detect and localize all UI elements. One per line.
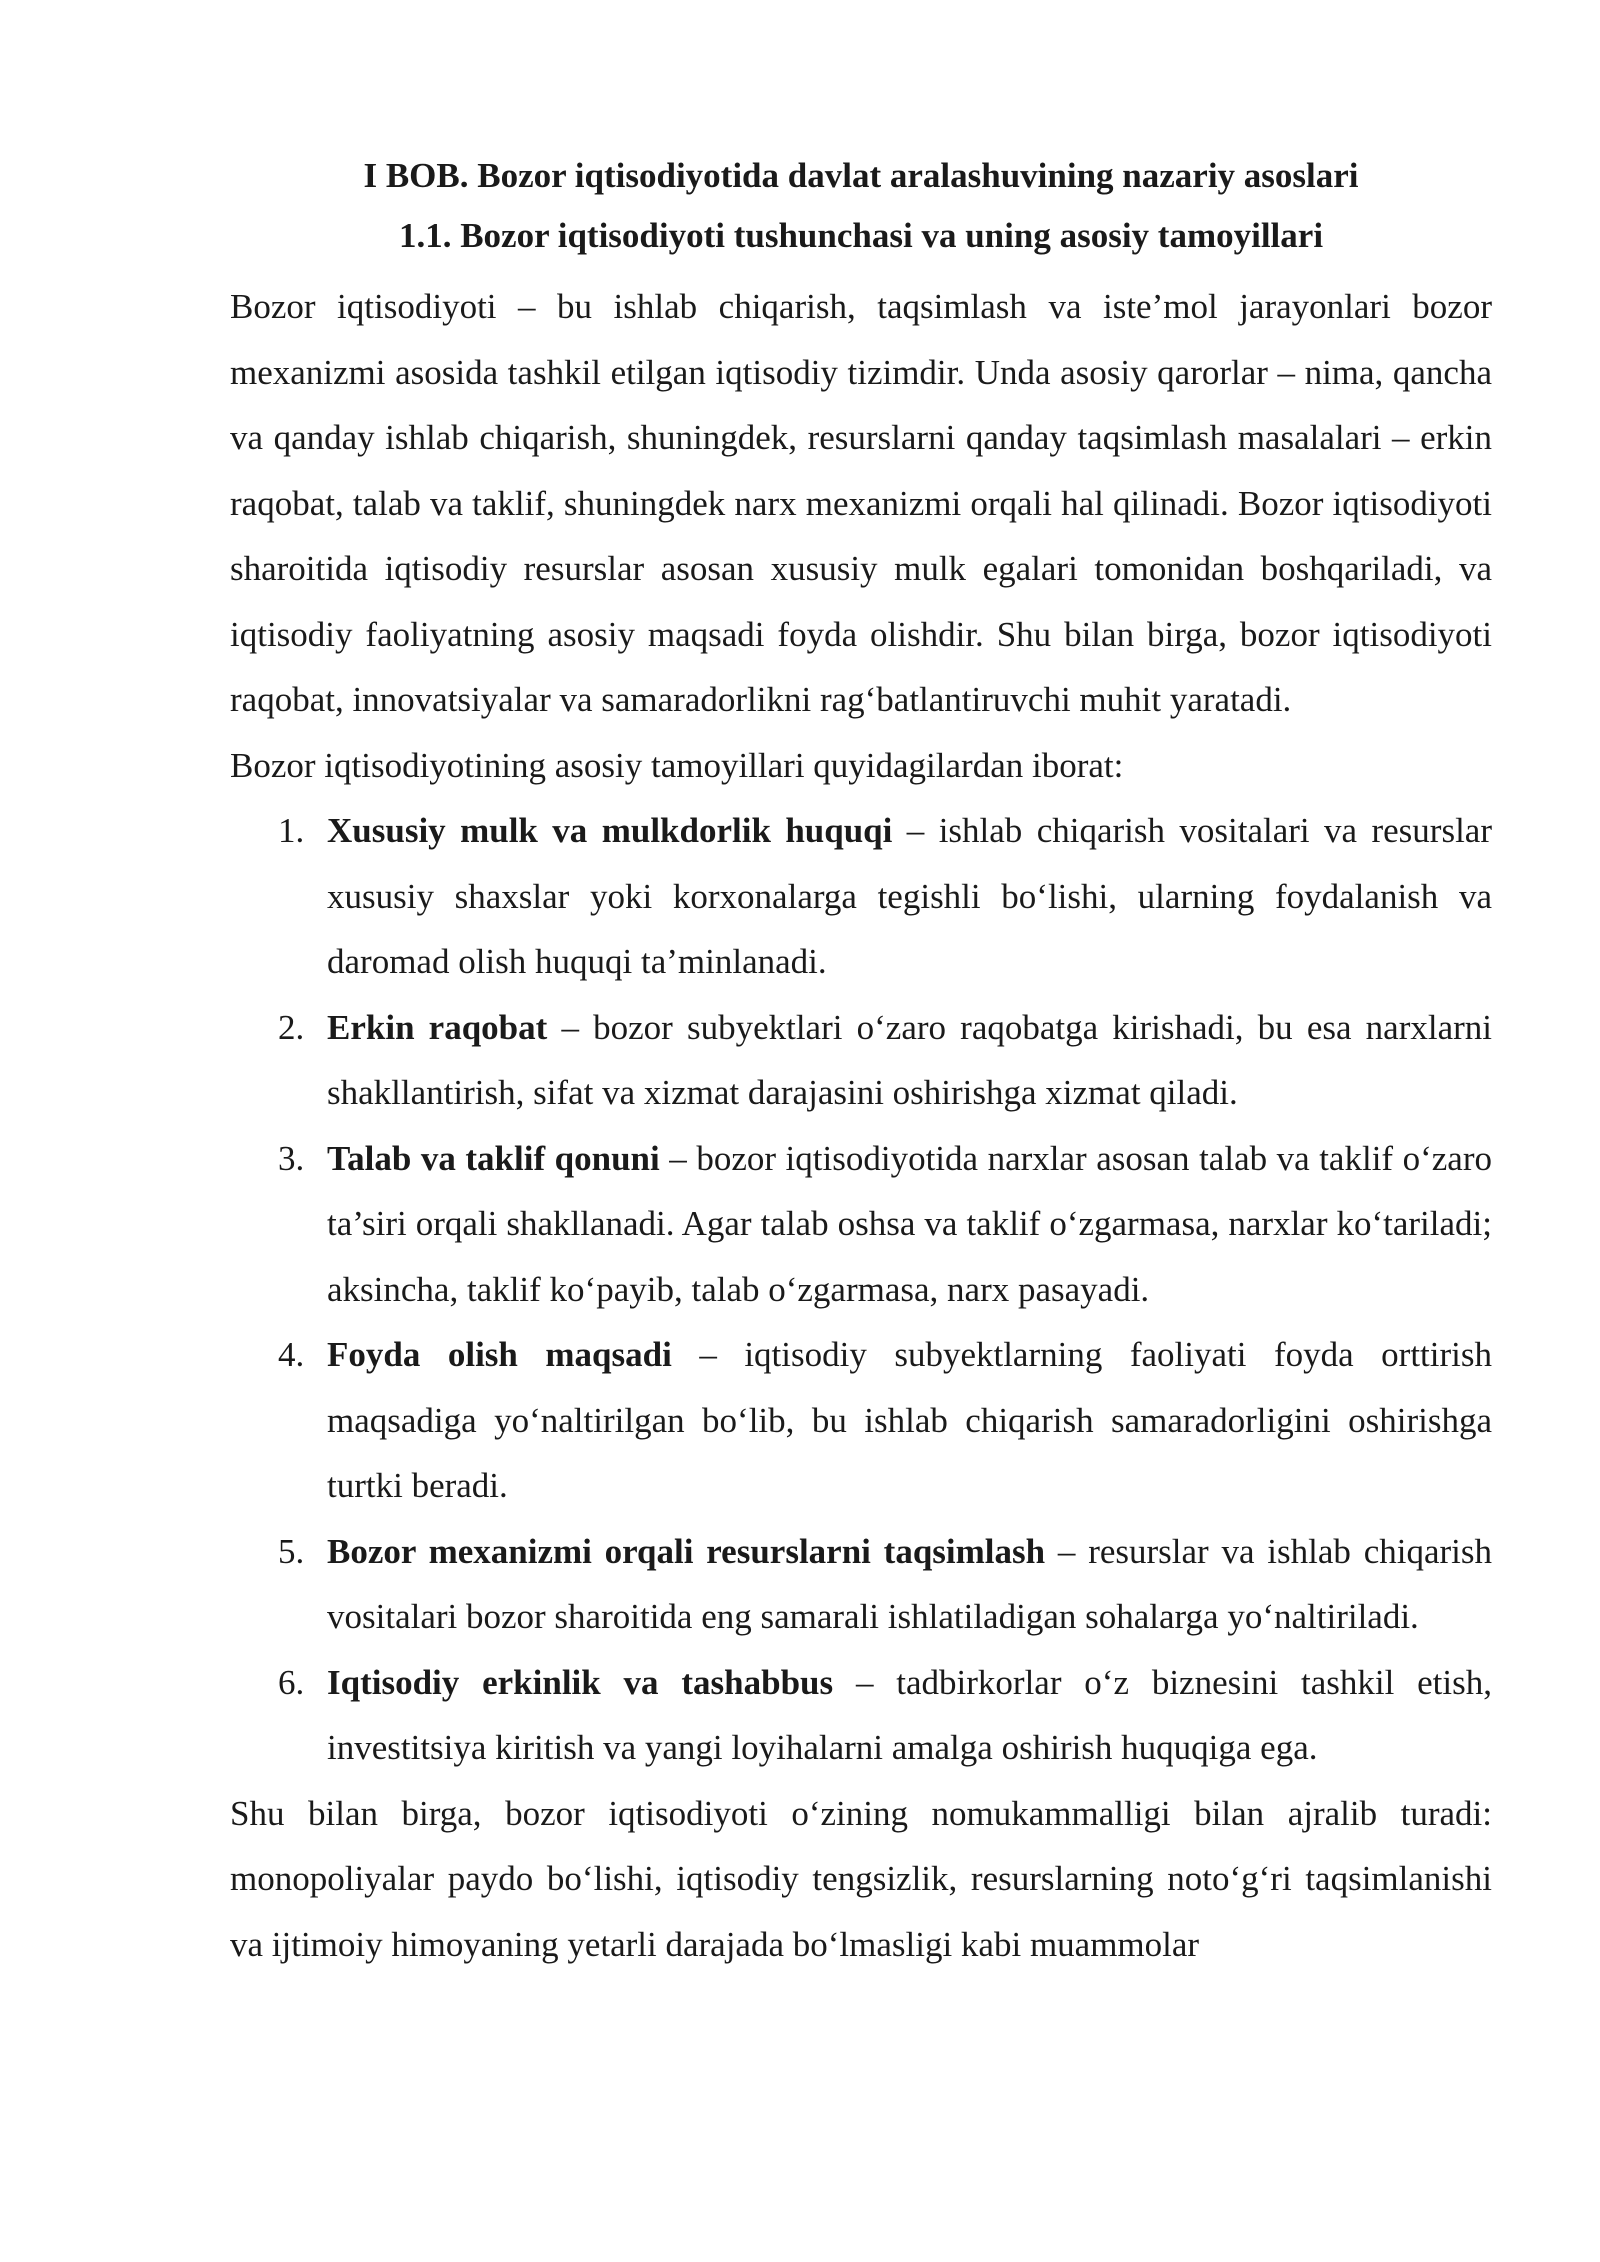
principle-term: Erkin raqobat [327, 1007, 548, 1047]
principle-item [230, 995, 1492, 1126]
closing-paragraph: Shu bilan birga, bozor iqtisodiyoti o‘zining nomukammalligi bilan ajralib turadi: monopoliyalar paydo bo‘lishi, iqtisodiy tengsizlik, resurslarning noto‘g‘ri taqsimlanishi va ijtimoiy himoyaning yetarli darajada bo‘lmasligi kabi muammolar [230, 1793, 1492, 1964]
principle-term: Bozor mexanizmi orqali resurslarni taqsimlash [327, 1531, 1046, 1571]
principles-lead-paragraph: Bozor iqtisodiyotining asosiy tamoyillari quyidagilardan iborat: [230, 745, 1124, 785]
principle-number: 1. [278, 811, 305, 850]
section-title: 1.1. Bozor iqtisodiyoti tushunchasi va uning asosiy tamoyillari [398, 216, 1324, 255]
principle-term: Foyda olish maqsadi [327, 1335, 672, 1374]
principle-text: – resurslar va ishlab chiqarish vositalari bozor sharoitida eng samarali ishlatiladigan sohalarga yo‘naltiriladi. [327, 1531, 1492, 1636]
principle-text: – bozor iqtisodiyotida narxlar asosan talab va taklif o‘zaro ta’siri orqali shakllanadi. Agar talab oshsa va taklif o‘zgarmasa, narxlar ko‘tariladi; aksincha, taklif ko‘payib, talab o‘zgarmasa, narx pasayadi. [327, 1138, 1492, 1309]
principle-text: – tadbirkorlar o‘z biznesini tashkil etish, investitsiya kiritish va yangi loyihalarni amalga oshirish huquqiga ega. [327, 1662, 1492, 1767]
principle-item [230, 798, 1492, 995]
principle-item [230, 1519, 1492, 1650]
chapter-title: I BOB. Bozor iqtisodiyotida davlat aralashuvining nazariy asoslari [363, 156, 1359, 195]
intro-paragraph: Bozor iqtisodiyoti – bu ishlab chiqarish, taqsimlash va iste’mol jarayonlari bozor mexanizmi asosida tashkil etilgan iqtisodiy tizimdir. Unda asosiy qarorlar – nima, qancha va qanday ishlab chiqarish, shuningdek, resurslarni qanday taqsimlash masalalari – erkin raqobat, talab va taklif, shuningdek narx mexanizmi orqali hal qilinadi. Bozor iqtisodiyoti sharoitida iqtisodiy resurslar asosan xususiy mulk egalari tomonidan boshqariladi, va iqtisodiy faoliyatning asosiy maqsadi foyda olishdir. Shu bilan birga, bozor iqtisodiyoti raqobat, innovatsiyalar va samaradorlikni rag‘batlantiruvchi muhit yaratadi. [230, 287, 1492, 719]
principle-number: 5. [278, 1531, 305, 1571]
principle-term: Iqtisodiy erkinlik va tashabbus [327, 1662, 834, 1702]
principle-term: Xususiy mulk va mulkdorlik huquqi [327, 811, 893, 850]
principle-text: – ishlab chiqarish vositalari va resurslar xususiy shaxslar yoki korxonalarga tegishli bo‘lishi, ularning foydalanish va daromad olish huquqi ta’minlanadi. [327, 811, 1492, 981]
principles-list [230, 798, 1492, 1781]
principle-number: 3. [278, 1138, 305, 1178]
principle-number: 6. [278, 1662, 305, 1702]
principle-number: 4. [278, 1335, 305, 1374]
principle-item [230, 1126, 1492, 1323]
principle-text: – iqtisodiy subyektlarning faoliyati foyda orttirish maqsadiga yo‘naltirilgan bo‘lib, bu ishlab chiqarish samaradorligini oshirishga turtki beradi. [327, 1335, 1492, 1505]
principle-text: – bozor subyektlari o‘zaro raqobatga kirishadi, bu esa narxlarni shakllantirish, sifat va xizmat darajasini oshirishga xizmat qiladi. [327, 1007, 1492, 1112]
principle-number: 2. [278, 1007, 305, 1047]
principle-term: Talab va taklif qonuni [327, 1138, 660, 1178]
principle-item [230, 1650, 1492, 1781]
document-page [230, 148, 1492, 1977]
principle-item [230, 1322, 1492, 1519]
